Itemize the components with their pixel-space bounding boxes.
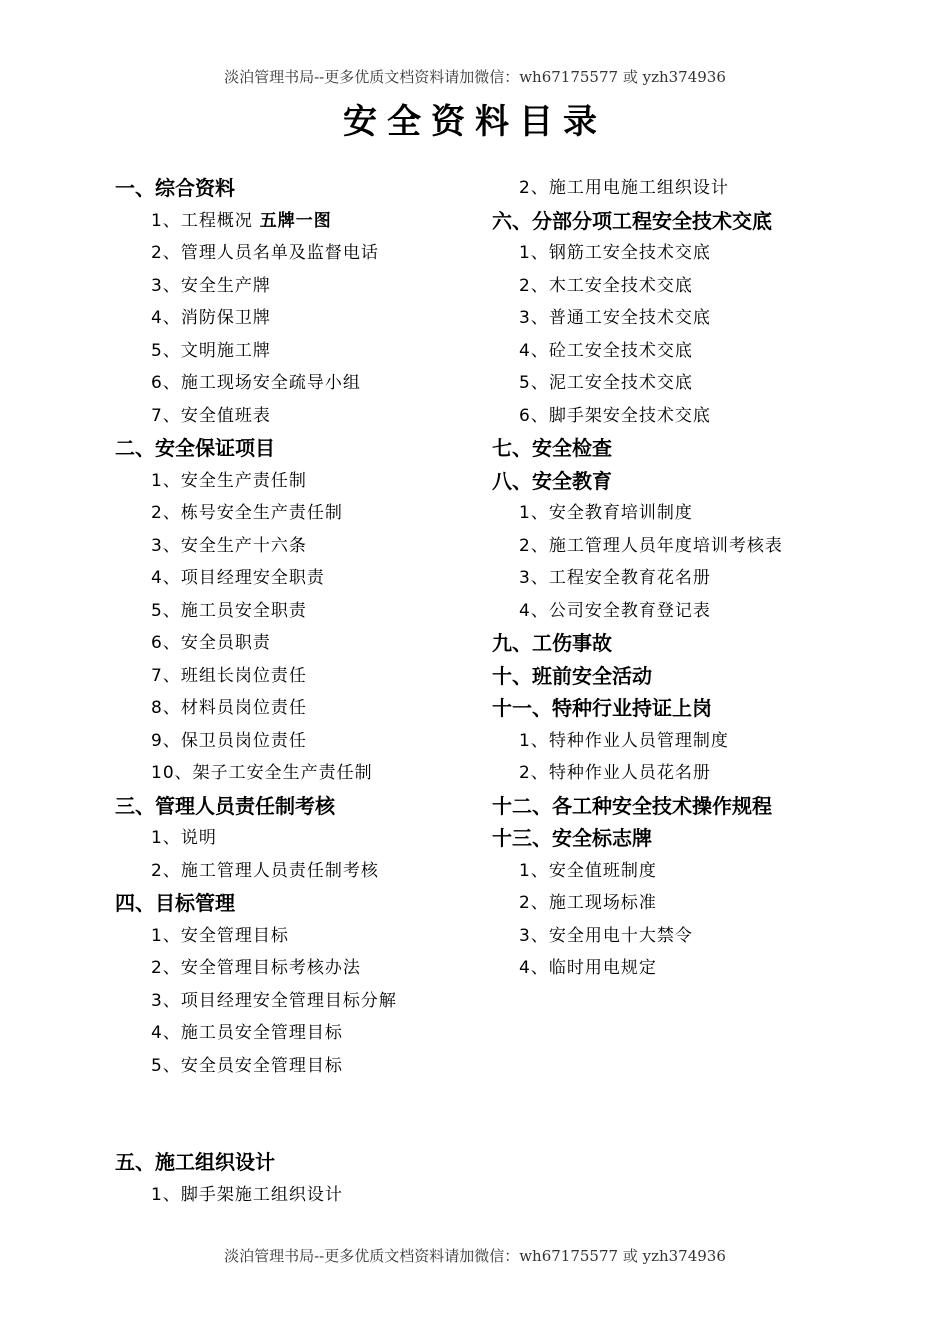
toc-item-label: 3、项目经理安全管理目标分解	[151, 990, 397, 1011]
section-heading: 六、分部分项工程安全技术交底	[492, 208, 772, 233]
toc-item	[492, 562, 932, 595]
toc-item	[115, 627, 495, 660]
toc-item	[115, 1179, 495, 1212]
toc-right-column	[492, 172, 932, 985]
toc-item-label: 5、安全员安全管理目标	[151, 1055, 343, 1076]
toc-item-label: 6、安全员职责	[151, 633, 271, 653]
toc-item-label: 4、临时用电规定	[519, 958, 657, 978]
toc-item	[115, 205, 495, 238]
toc-item-label: 5、文明施工牌	[151, 340, 271, 361]
toc-item	[115, 725, 495, 758]
toc-item	[115, 497, 495, 530]
toc-item	[115, 692, 495, 725]
toc-item-label: 3、安全生产牌	[151, 275, 271, 296]
toc-item	[492, 497, 932, 530]
toc-item-label: 2、施工用电施工组织设计	[519, 178, 729, 198]
toc-item-label: 10、架子工安全生产责任制	[151, 763, 373, 783]
section-heading: 二、安全保证项目	[115, 436, 275, 460]
toc-item-label: 5、施工员安全职责	[151, 600, 307, 621]
toc-item-emphasis: 五牌一图	[252, 210, 332, 231]
toc-item-label: 4、施工员安全管理目标	[151, 1023, 343, 1043]
toc-item	[492, 855, 932, 888]
toc-item	[115, 1017, 495, 1050]
toc-item-label: 1、说明	[151, 828, 217, 848]
toc-item-label: 4、项目经理安全职责	[151, 568, 325, 588]
toc-item-label: 8、材料员岗位责任	[151, 698, 307, 718]
toc-item-label: 3、安全生产十六条	[151, 535, 307, 556]
toc-item-label: 2、施工现场标准	[519, 893, 657, 913]
toc-item-label: 7、安全值班表	[151, 405, 271, 426]
toc-item-label: 1、特种作业人员管理制度	[519, 730, 729, 751]
toc-item-label: 7、班组长岗位责任	[151, 665, 307, 686]
toc-item	[115, 367, 495, 400]
toc-item-label: 4、消防保卫牌	[151, 308, 271, 328]
toc-item	[115, 270, 495, 303]
toc-item	[492, 725, 932, 758]
toc-item	[492, 367, 932, 400]
toc-item	[115, 530, 495, 563]
section-heading: 五、施工组织设计	[115, 1150, 275, 1174]
toc-item-label: 4、砼工安全技术交底	[519, 340, 693, 361]
toc-item	[492, 887, 932, 920]
toc-item-label: 2、栋号安全生产责任制	[151, 503, 343, 523]
toc-item	[492, 952, 932, 985]
page-title: 安全资料目录	[343, 102, 607, 142]
toc-item-label: 5、泥工安全技术交底	[519, 373, 693, 393]
toc-item-label: 1、工程概况	[151, 210, 253, 231]
toc-item	[115, 595, 495, 628]
toc-item-label: 9、保卫员岗位责任	[151, 730, 307, 751]
toc-item	[492, 172, 932, 205]
section-heading: 十、班前安全活动	[492, 663, 652, 688]
section-heading: 三、管理人员责任制考核	[115, 793, 335, 818]
page-footer: 淡泊管理书局--更多优质文档资料请加微信：wh67175577 或 yzh374936	[224, 1247, 726, 1265]
toc-item	[492, 920, 932, 953]
toc-item-label: 2、管理人员名单及监督电话	[151, 243, 379, 263]
toc-item-label: 1、钢筋工安全技术交底	[519, 243, 711, 263]
toc-item-label: 2、安全管理目标考核办法	[151, 958, 361, 978]
toc-item-label: 1、安全生产责任制	[151, 470, 307, 491]
toc-item-label: 6、施工现场安全疏导小组	[151, 373, 361, 393]
section-heading: 八、安全教育	[492, 468, 612, 493]
toc-item	[115, 757, 495, 790]
toc-item	[115, 952, 495, 985]
section-spacer	[115, 1082, 495, 1146]
toc-left-column	[115, 172, 495, 1211]
section-heading: 十二、各工种安全技术操作规程	[492, 793, 772, 818]
toc-item	[492, 335, 932, 368]
section-heading: 九、工伤事故	[492, 631, 612, 655]
toc-item-label: 1、安全值班制度	[519, 860, 657, 881]
toc-item	[492, 270, 932, 303]
toc-item-label: 1、安全管理目标	[151, 925, 289, 946]
section-heading: 七、安全检查	[492, 436, 612, 460]
toc-item	[115, 465, 495, 498]
toc-item	[115, 335, 495, 368]
toc-item	[115, 985, 495, 1018]
toc-item-label: 2、特种作业人员花名册	[519, 763, 711, 783]
toc-item	[492, 595, 932, 628]
toc-item	[492, 302, 932, 335]
toc-item	[492, 530, 932, 563]
section-heading: 一、综合资料	[115, 176, 235, 200]
toc-item	[115, 920, 495, 953]
section-heading: 十一、特种行业持证上岗	[492, 696, 712, 720]
toc-item-label: 1、安全教育培训制度	[519, 503, 693, 523]
toc-item	[115, 302, 495, 335]
section-heading: 十三、安全标志牌	[492, 826, 652, 850]
toc-item	[115, 855, 495, 888]
toc-item	[115, 400, 495, 433]
toc-item-label: 3、工程安全教育花名册	[519, 568, 711, 588]
toc-item-label: 3、普通工安全技术交底	[519, 308, 711, 328]
toc-item	[115, 660, 495, 693]
toc-item	[115, 822, 495, 855]
toc-item	[115, 562, 495, 595]
toc-item-label: 6、脚手架安全技术交底	[519, 405, 711, 426]
section-heading: 四、目标管理	[115, 891, 235, 915]
page-header: 淡泊管理书局--更多优质文档资料请加微信：wh67175577 或 yzh374936	[224, 68, 726, 86]
toc-item	[492, 757, 932, 790]
toc-item-label: 2、施工管理人员年度培训考核表	[519, 535, 783, 556]
toc-item	[115, 237, 495, 270]
toc-item	[492, 400, 932, 433]
toc-item-label: 1、脚手架施工组织设计	[151, 1184, 343, 1205]
toc-item	[115, 1050, 495, 1083]
toc-item-label: 2、木工安全技术交底	[519, 275, 693, 296]
toc-item-label: 2、施工管理人员责任制考核	[151, 860, 379, 881]
toc-item	[492, 237, 932, 270]
toc-item-label: 3、安全用电十大禁令	[519, 925, 693, 946]
toc-item-label: 4、公司安全教育登记表	[519, 600, 711, 621]
